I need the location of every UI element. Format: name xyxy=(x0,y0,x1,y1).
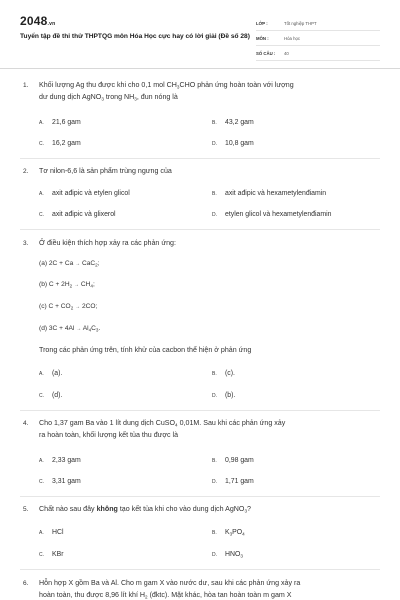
reaction-a: (a) 2C + Ca → CaC$_2$; xyxy=(39,260,100,268)
meta-count-value: 40 xyxy=(284,50,289,56)
question-number-6: 6. xyxy=(23,580,29,587)
question-1-option-c[interactable]: C. 16,2 gam xyxy=(39,140,81,147)
question-4-option-a[interactable]: A. 2,33 gam xyxy=(39,457,81,464)
question-5-option-d[interactable]: D. $HNO_3$ xyxy=(212,551,243,559)
question-6-line-1: Hỗn hợp X gồm Ba và Al. Cho m gam X vào nước dư, sau khi các phản ứng xảy ra xyxy=(39,579,301,587)
question-1-option-d[interactable]: D. 10,8 gam xyxy=(212,140,254,147)
question-separator xyxy=(20,496,380,497)
question-3-line-1: Ở điều kiện thích hợp xảy ra các phản ứng: xyxy=(39,239,176,247)
reaction-b: (b) $C + 2H_2 \to CH_4$; xyxy=(39,281,95,289)
question-5-line-1: Chất nào sau đây không tạo kết tủa khi cho vào dung dịch AgNO$_3$? xyxy=(39,505,251,514)
question-4-line-1: Cho 1,37 gam Ba vào 1 lít dung dịch CuSO$_4$ 0,01M. Sau khi các phản ứng xảy xyxy=(39,419,286,428)
question-4-option-b[interactable]: B. 0,98 gam xyxy=(212,457,254,464)
question-1-option-a[interactable]: A. 21,6 gam xyxy=(39,119,81,126)
question-5-option-c[interactable]: C. KBr xyxy=(39,551,64,558)
question-number-2: 2. xyxy=(23,168,29,175)
question-6-line-2: hoàn toàn, thu được 8,96 lít khí $H_2$ (đktc). Mặt khác, hòa tan hoàn toàn m gam X xyxy=(39,591,292,600)
question-4-line-2: ra hoàn toàn, khối lượng kết tủa thu được là xyxy=(39,431,179,439)
arrow-icon: → xyxy=(76,326,82,332)
question-5-option-a[interactable]: A. HCl xyxy=(39,529,64,536)
question-2-option-b[interactable]: B. axit ađipic và hexametylenđiamin xyxy=(212,190,327,197)
question-separator xyxy=(20,410,380,411)
meta-subject-value: Hóa học xyxy=(284,35,301,41)
meta-class-label: LỚP : xyxy=(256,20,268,26)
question-4-option-c[interactable]: C. 3,31 gam xyxy=(39,478,81,485)
question-4-option-d[interactable]: D. 1,71 gam xyxy=(212,478,254,485)
meta-class-value: Tốt nghiệp THPT xyxy=(284,20,317,26)
question-number-5: 5. xyxy=(23,506,29,513)
arrow-icon: → xyxy=(75,261,81,267)
question-3-option-b[interactable]: B. (c). xyxy=(212,370,235,377)
question-2-line-1: Tơ nilon-6,6 là sản phẩm trùng ngưng của xyxy=(39,167,172,175)
question-3-line-2: Trong các phản ứng trên, tính khử của cacbon thể hiện ở phản ứng xyxy=(39,346,252,354)
question-number-3: 3. xyxy=(23,240,29,247)
question-1-line-2: dư dung dịch AgNO$_3$ trong $NH_3$, đun nóng là xyxy=(39,93,178,102)
meta-count-label: SỐ CÂU : xyxy=(256,50,276,56)
document-title: Tuyển tập đề thi thử THPTQG môn Hóa Học cực hay có lời giải (Đề số 28) xyxy=(20,33,250,40)
question-separator xyxy=(20,569,380,570)
question-3-option-d[interactable]: D. (b). xyxy=(212,392,236,399)
arrow-icon: → xyxy=(74,282,80,288)
question-3-option-a[interactable]: A. (a). xyxy=(39,370,63,377)
question-number-4: 4. xyxy=(23,420,29,427)
question-3-option-c[interactable]: C. (d). xyxy=(39,392,63,399)
question-separator xyxy=(20,229,380,230)
question-separator xyxy=(20,158,380,159)
question-number-1: 1. xyxy=(23,82,29,89)
reaction-d: (d) $3C + 4Al \to Al_4C_3$. xyxy=(39,325,101,333)
arrow-icon: → xyxy=(75,304,81,310)
question-1-line-1: Khối lượng Ag thu được khi cho 0,1 mol $CH_3CHO$ phản ứng hoàn toàn với lượng xyxy=(39,81,294,90)
question-2-option-c[interactable]: C. axit ađipic và glixerol xyxy=(39,211,116,218)
question-5-option-b[interactable]: B. $K_3PO_4$ xyxy=(212,529,245,537)
question-2-option-d[interactable]: D. etylen glicol và hexametylenđiamin xyxy=(212,211,332,218)
question-1-option-b[interactable]: B. 43,2 gam xyxy=(212,119,254,126)
meta-subject-label: MÔN : xyxy=(256,35,269,41)
site-logo[interactable]: 2048.vn xyxy=(20,14,56,28)
question-2-option-a[interactable]: A. axit ađipic và etylen glicol xyxy=(39,190,130,197)
reaction-c: (c) $C + CO_2 \to 2CO$; xyxy=(39,303,98,311)
